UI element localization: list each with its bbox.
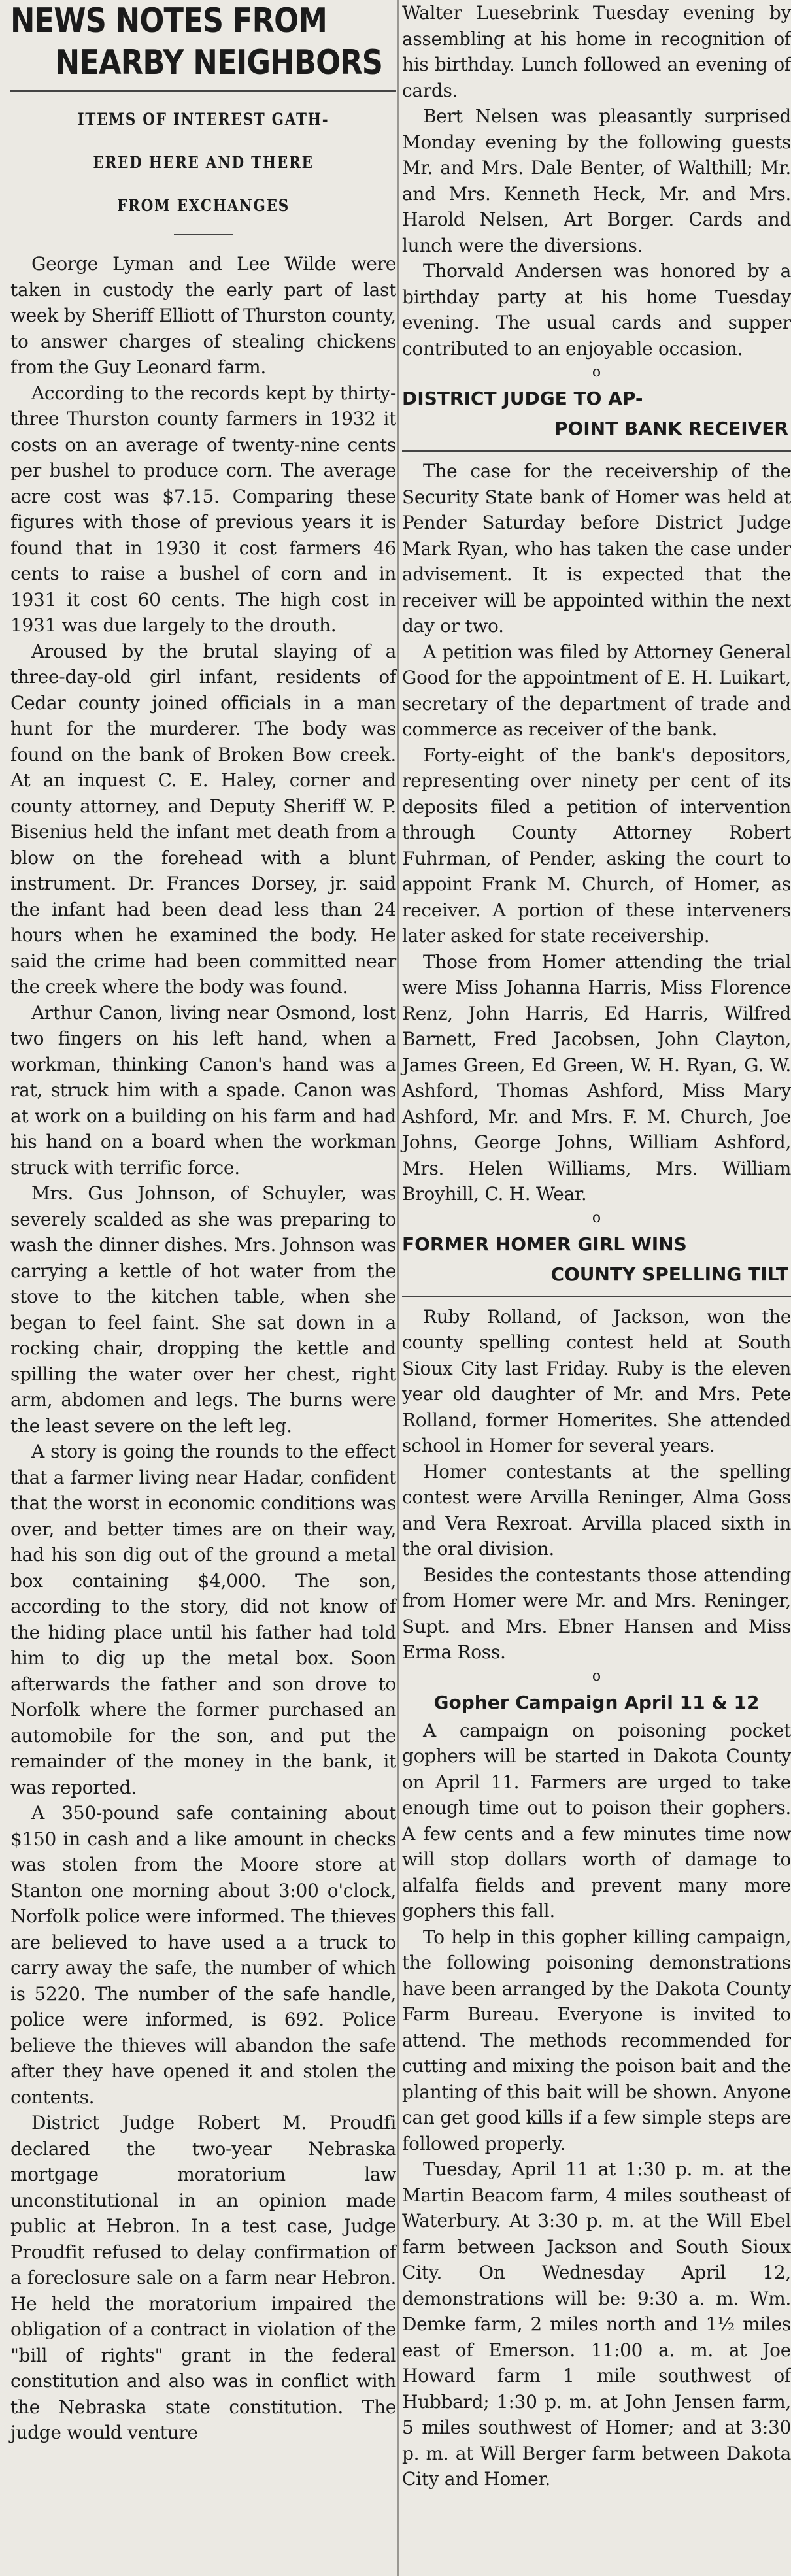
article-paragraph: A 350-pound safe containing about $150 in cash and a like amount in checks was stolen from the Moore store at Stanton one morning about 3:00 o'clock, Norfolk police were informed. The thieves are believed to have used a a truck to carry away the safe, the number of which is 5220. The number of the safe handle, police were informed, is 692. Police believe the thieves will abandon the safe after they have opened it and stolen the contents. xyxy=(10,1802,396,2108)
section-divider: o xyxy=(592,1667,601,1684)
spelling-headline-line-2: COUNTY SPELLING TILT xyxy=(550,1263,788,1285)
judge-paragraph: A petition was filed by Attorney General Good for the appointment of E. H. Luikart, secretary of the department of trade and commerce as receiver of the bank. xyxy=(402,641,791,740)
spelling-paragraph: Homer contestants at the spelling contest were Arvilla Reninger, Alma Goss and Vera Rexroat. Arvilla placed sixth in the oral division. xyxy=(402,1460,791,1560)
gopher-paragraph: To help in this gopher killing campaign, the following poisoning demonstrations have been arranged by the Dakota County Farm Bureau. Everyone is invited to attend. The methods recommended for cutting and mixing the poison bait and the planting of this bait will be shown. Anyone can get good kills if a few simple steps are followed properly. xyxy=(402,1926,791,2154)
left-column xyxy=(10,0,396,2446)
headline-rule xyxy=(10,90,396,92)
spelling-paragraph: Besides the contestants those attending from Homer were Mr. and Mrs. Reninger, Supt. and Mrs. Ebner Hansen and Miss Erma Ross. xyxy=(402,1564,791,1663)
section-divider: o xyxy=(592,364,601,380)
judge-headline: DISTRICT JUDGE TO AP- xyxy=(402,388,643,409)
article-paragraph: A story is going the rounds to the effect that a farmer living near Hadar, confident that the worst in economic conditions was over, and better times are on their way, had his son dig out of the ground a metal box containing $4,000. The son, according to the story, did not know of the hiding place until his father had told him to dig up the metal box. Soon afterwards the father and son drove to Norfolk where the former purchased an automobile for the son, and put the remainder of the money in the bank, it was reported. xyxy=(10,1441,396,1798)
gopher-headline: Gopher Campaign April 11 & 12 xyxy=(433,1691,760,1713)
social-paragraph: Bert Nelsen was pleasantly surprised Monday evening by the following guests Mr. and Mrs. Dale Benter, of Walthill; Mr. and Mrs. Kenneth Heck, Mr. and Mrs. Harold Nelsen, Art Borger. Cards and lunch were the diversions. xyxy=(402,105,791,256)
judge-paragraph: The case for the receivership of the Security State bank of Homer was held at Pender Saturday before District Judge Mark Ryan, who has taken the case under advisement. It is expected that the receiver will be appointed within the next day or two. xyxy=(402,460,791,637)
gopher-paragraph: A campaign on poisoning pocket gophers will be started in Dakota County on April 11. Farmers are urged to take enough time out to poison their gophers. A few cents and a few minutes time now will stop dollars worth of damage to alfalfa fields and prevent many more gophers this fall. xyxy=(402,1719,791,1922)
headline-rule xyxy=(402,450,791,452)
right-column xyxy=(402,0,791,2492)
spelling-paragraph: Ruby Rolland, of Jackson, won the county spelling contest held at South Sioux City last Friday. Ruby is the eleven year old daughter of Mr. and Mrs. Pete Rolland, former Homerites. She attended school in Homer for several years. xyxy=(402,1305,791,1456)
judge-headline-line-2: POINT BANK RECEIVER xyxy=(554,418,788,439)
deck-line-2: ERED HERE AND THERE xyxy=(93,153,314,172)
column-rule xyxy=(397,0,399,2576)
deck-line-1: ITEMS OF INTEREST GATH- xyxy=(77,110,329,129)
article-paragraph: George Lyman and Lee Wilde were taken in custody the early part of last week by Sheriff Elliott of Thurston county, to answer charges of stealing chickens from the Guy Leonard farm. xyxy=(10,253,396,378)
deck-line-3: FROM EXCHANGES xyxy=(117,196,290,215)
social-paragraph: Walter Luesebrink Tuesday evening by assembling at his home in recognition of his birthday. Lunch followed an evening of cards. xyxy=(402,2,791,101)
gopher-paragraph: Tuesday, April 11 at 1:30 p. m. at the Martin Beacom farm, 4 miles southeast of Waterbury. At 3:30 p. m. at the Will Ebel farm between Jackson and South Sioux City. On Wednesday April 12, demonstrations will be: 9:30 a. m. Wm. Demke farm, 2 miles north and 1½ miles east of Emerson. 11:00 a. m. at Joe Howard farm 1 mile southwest of Hubbard; 1:30 p. m. at John Jensen farm, 5 miles southwest of Homer; and at 3:30 p. m. at Will Berger farm between Dakota City and Homer. xyxy=(402,2158,791,2490)
deck-rule xyxy=(174,234,233,235)
spelling-headline: FORMER HOMER GIRL WINS xyxy=(402,1233,687,1255)
judge-paragraph: Forty-eight of the bank's depositors, representing over ninety per cent of its deposits filed a petition of intervention through County Attorney Robert Fuhrman, of Pender, asking the court to appoint Frank M. Church, of Homer, as receiver. A portion of these interveners later asked for state receivership. xyxy=(402,744,791,946)
headline-line-2: NEARBY NEIGHBORS xyxy=(55,43,383,82)
article-paragraph: According to the records kept by thirty-three Thurston county farmers in 1932 it costs on an average of twenty-nine cents per bushel to produce corn. The average acre cost was $7.15. Comparing these figures with those of previous years it is found that in 1930 it cost farmers 46 cents to raise a bushel of corn and in 1931 it cost 60 cents. The high cost in 1931 was due largely to the drouth. xyxy=(10,382,396,636)
article-paragraph: Arthur Canon, living near Osmond, lost two fingers on his left hand, when a workman, thinking Canon's hand was a rat, struck him with a spade. Canon was at work on a building on his farm and had his hand on a board when the workman struck with terrific force. xyxy=(10,1001,396,1179)
social-paragraph: Thorvald Andersen was honored by a birthday party at his home Tuesday evening. The usual cards and supper contributed to an enjoyable occasion. xyxy=(402,260,791,360)
article-paragraph: District Judge Robert M. Proudfi declared the two-year Nebraska mortgage moratorium law unconstitutional in an opinion made public at Hebron. In a test case, Judge Proudfit refused to delay confirmation of a foreclosure sale on a farm near Hebron. He held the moratorium impaired the obligation of a contract in violation of the "bill of rights" grant in the federal constitution and also was in conflict with the Nebraska state constitution. The judge would venture xyxy=(10,2112,396,2443)
judge-paragraph: Those from Homer attending the trial were Miss Johanna Harris, Miss Florence Renz, John Harris, Ed Harris, Wilfred Barnett, Fred Jacobsen, John Clayton, James Green, Ed Green, W. H. Ryan, G. W. Ashford, Thomas Ashford, Miss Mary Ashford, Mr. and Mrs. F. M. Church, Joe Johns, George Johns, William Ashford, Mrs. Helen Williams, Mrs. William Broyhill, C. H. Wear. xyxy=(402,950,791,1205)
headline-rule xyxy=(402,1296,791,1297)
article-paragraph: Aroused by the brutal slaying of a three-day-old girl infant, residents of Cedar county joined officials in a man hunt for the murderer. The body was found on the bank of Broken Bow creek. At an inquest C. E. Haley, corner and county attorney, and Deputy Sheriff W. P. Bisenius held the infant met death from a blow on the forehead with a blunt instrument. Dr. Frances Dorsey, jr. said the infant had been dead less than 24 hours when he examined the body. He said the crime had been committed near the creek where the body was found. xyxy=(10,640,396,997)
headline: NEWS NOTES FROM xyxy=(10,1,327,41)
article-paragraph: Mrs. Gus Johnson, of Schuyler, was severely scalded as she was preparing to wash the dinner dishes. Mrs. Johnson was carrying a kettle of hot water from the stove to the kitchen table, when she began to feel faint. She sat down in a rocking chair, dropping the kettle and spilling the water over her chest, right arm, abdomen and legs. The burns were the least severe on the left leg. xyxy=(10,1182,396,1437)
section-divider: o xyxy=(592,1209,601,1226)
